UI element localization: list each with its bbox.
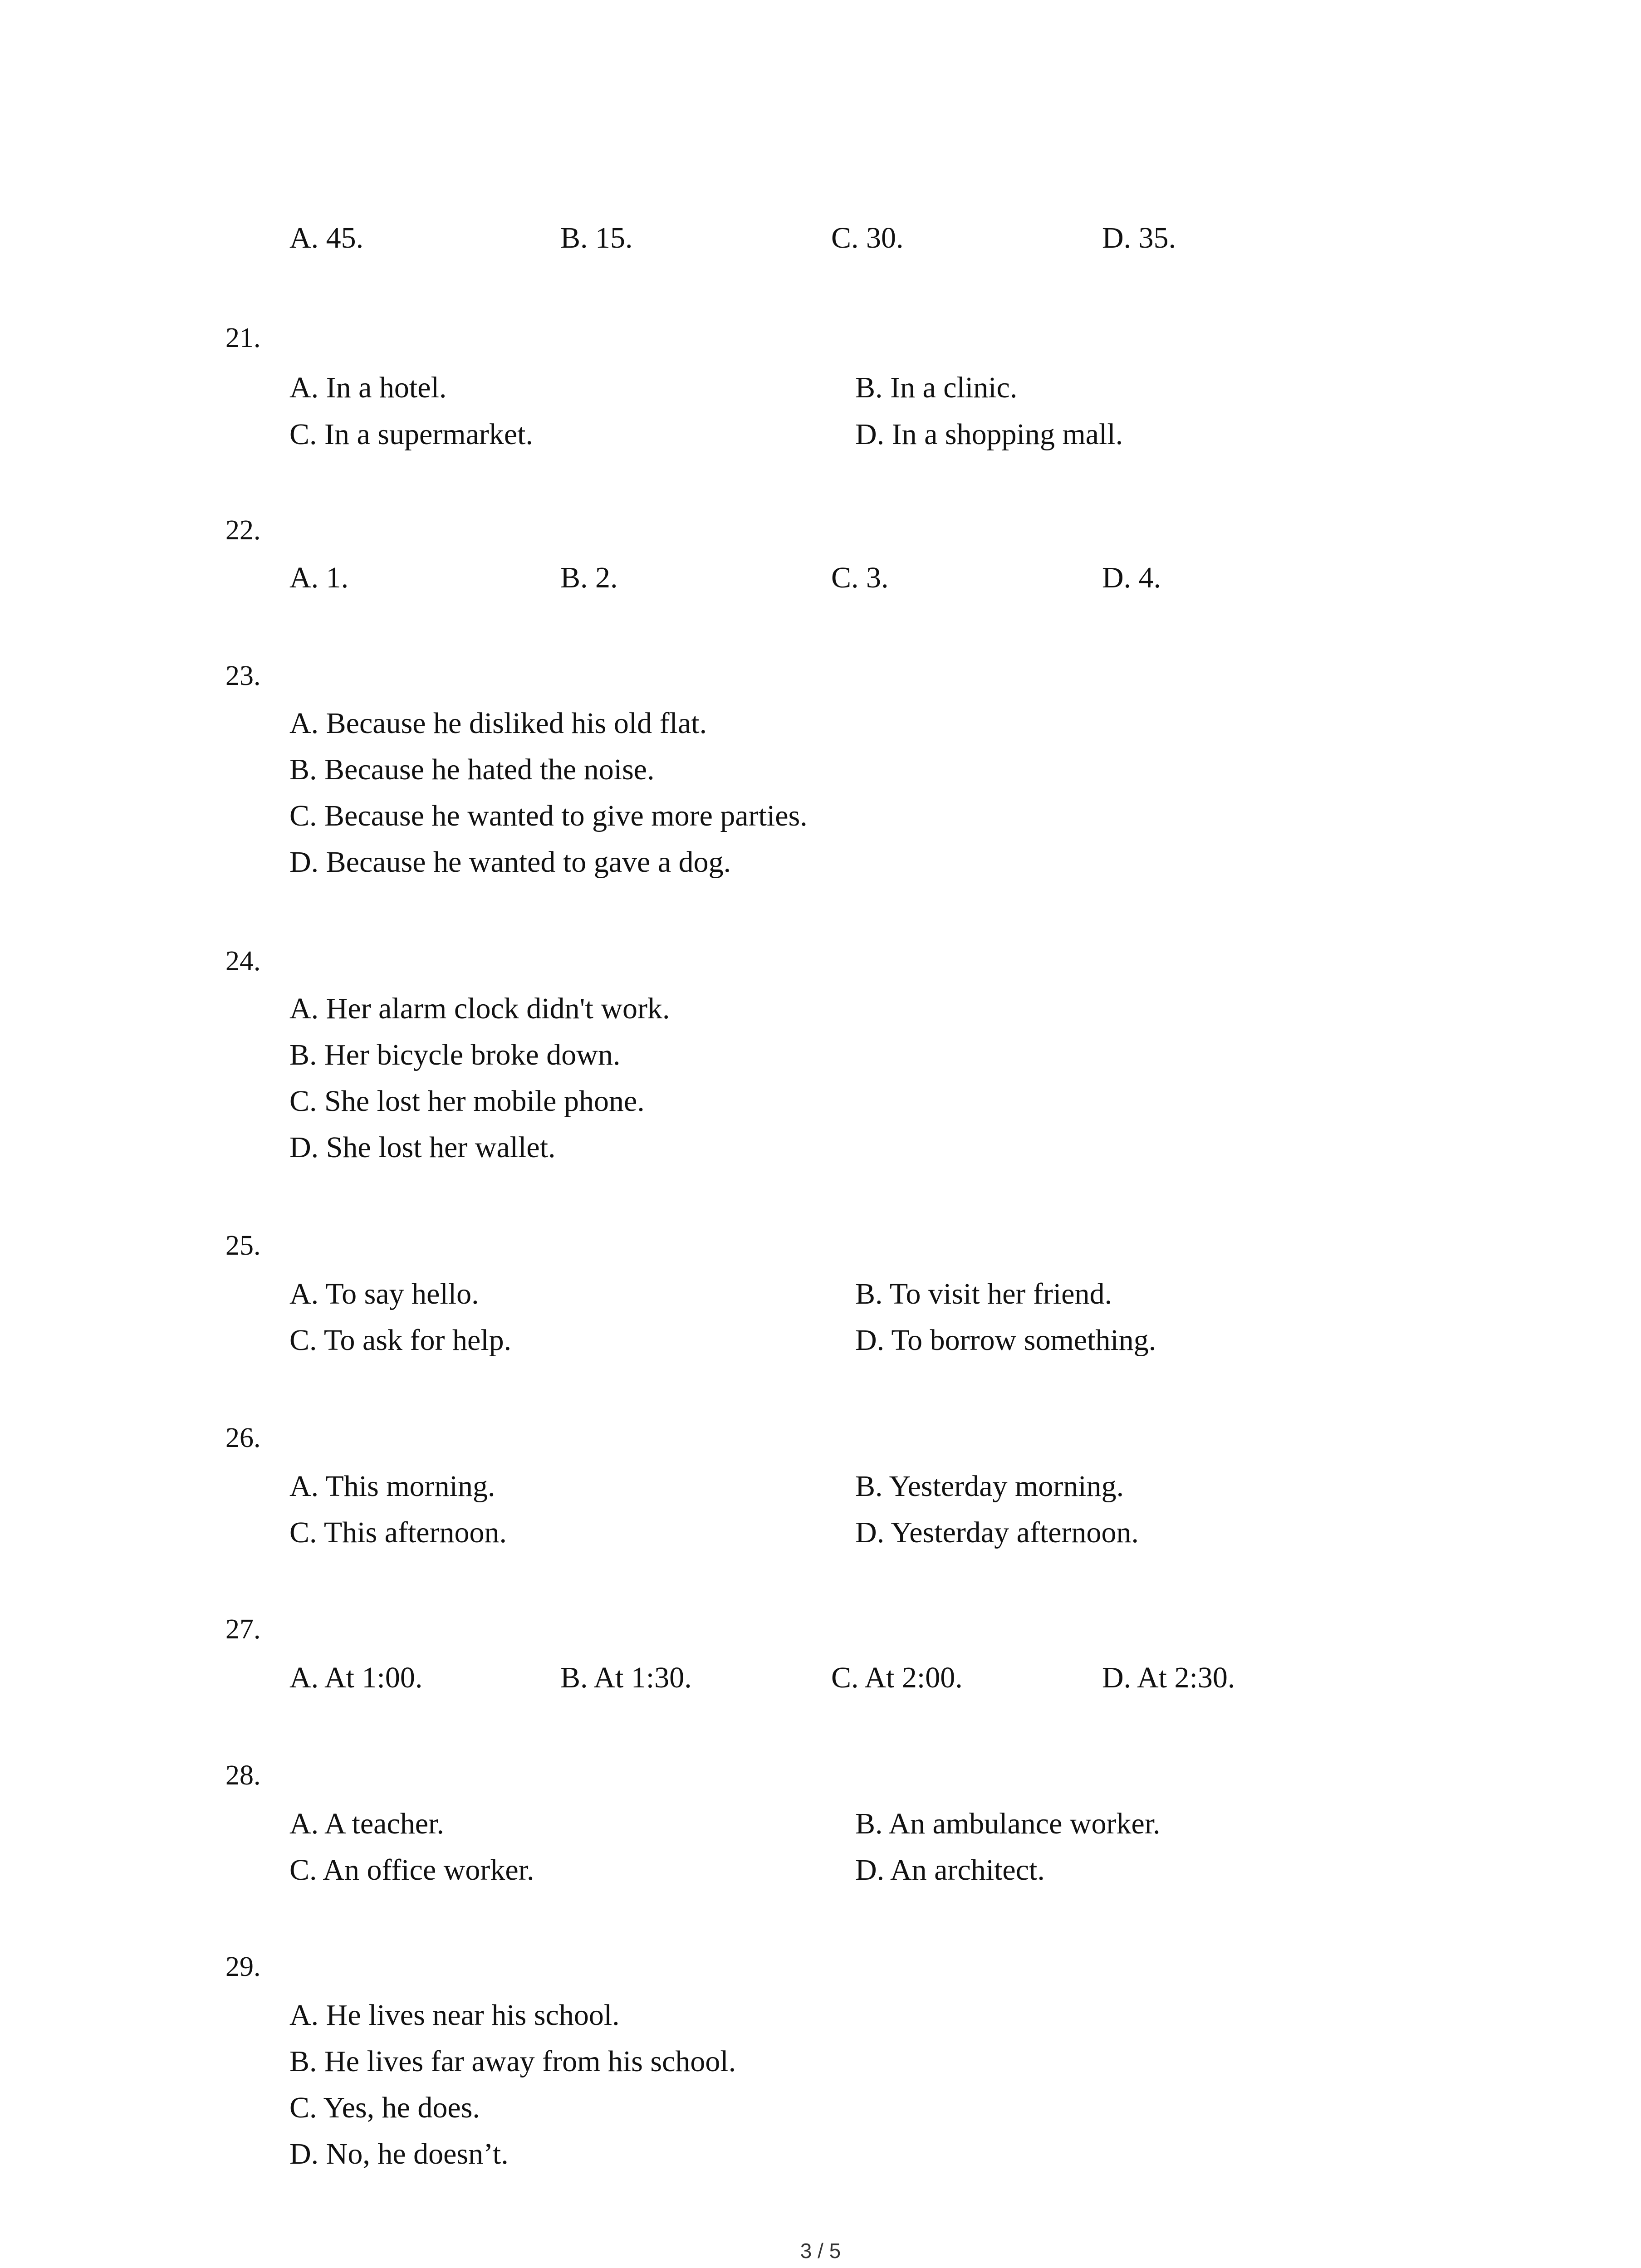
option-row-a bbox=[0, 986, 1641, 1031]
option-row-c bbox=[0, 793, 1641, 839]
option-a: A. 45. bbox=[289, 221, 364, 254]
option-b: B. Her bicycle broke down. bbox=[289, 1038, 621, 1071]
option-row-d bbox=[0, 840, 1641, 885]
option-b: B. He lives far away from his school. bbox=[289, 2045, 736, 2078]
option-c: C. 3. bbox=[831, 561, 889, 594]
option-d: D. An architect. bbox=[855, 1853, 1045, 1887]
question-number: 24. bbox=[225, 946, 261, 977]
option-a: A. In a hotel. bbox=[289, 371, 447, 404]
option-row-b bbox=[0, 1032, 1641, 1078]
option-b: B. To visit her friend. bbox=[855, 1277, 1112, 1310]
option-a: A. A teacher. bbox=[289, 1807, 444, 1840]
option-d: D. Because he wanted to gave a dog. bbox=[289, 846, 731, 879]
option-c: C. 30. bbox=[831, 221, 904, 254]
option-b: B. 15. bbox=[560, 221, 633, 254]
option-row-d bbox=[0, 1125, 1641, 1170]
option-c: C. Because he wanted to give more parties. bbox=[289, 799, 808, 832]
option-a: A. To say hello. bbox=[289, 1277, 479, 1310]
options-row-2 bbox=[0, 412, 1641, 457]
options-row bbox=[0, 1655, 1641, 1701]
option-d: D. At 2:30. bbox=[1102, 1661, 1235, 1694]
option-row-d bbox=[0, 2131, 1641, 2177]
page-indicator: 3 / 5 bbox=[800, 2239, 841, 2263]
question-number: 25. bbox=[225, 1230, 261, 1261]
option-d: D. Yesterday afternoon. bbox=[855, 1516, 1139, 1549]
option-b: B. At 1:30. bbox=[560, 1661, 692, 1694]
option-a: A. At 1:00. bbox=[289, 1661, 423, 1694]
question-number: 21. bbox=[225, 323, 261, 353]
option-b: B. Yesterday morning. bbox=[855, 1470, 1124, 1503]
question-number: 22. bbox=[225, 515, 261, 546]
options-row-1 bbox=[0, 365, 1641, 411]
question-number: 28. bbox=[225, 1760, 261, 1791]
question-number: 26. bbox=[225, 1422, 261, 1453]
option-c: C. An office worker. bbox=[289, 1853, 534, 1887]
question-number: 29. bbox=[225, 1951, 261, 1982]
option-b: B. 2. bbox=[560, 561, 618, 594]
option-c: C. At 2:00. bbox=[831, 1661, 963, 1694]
top-options-row bbox=[0, 215, 1641, 261]
option-c: C. This afternoon. bbox=[289, 1516, 507, 1549]
option-d: D. To borrow something. bbox=[855, 1324, 1156, 1357]
option-row-a bbox=[0, 701, 1641, 746]
option-a: A. 1. bbox=[289, 561, 349, 594]
option-b: B. An ambulance worker. bbox=[855, 1807, 1161, 1840]
option-a: A. Her alarm clock didn't work. bbox=[289, 992, 670, 1025]
option-c: C. Yes, he does. bbox=[289, 2091, 480, 2124]
option-d: D. 35. bbox=[1102, 221, 1176, 254]
question-number: 27. bbox=[225, 1614, 261, 1645]
option-row-c bbox=[0, 2085, 1641, 2131]
option-row-b bbox=[0, 747, 1641, 792]
option-c: C. In a supermarket. bbox=[289, 418, 533, 451]
option-a: A. This morning. bbox=[289, 1470, 495, 1503]
options-row-1 bbox=[0, 1801, 1641, 1847]
options-row-1 bbox=[0, 1464, 1641, 1509]
options-row-2 bbox=[0, 1510, 1641, 1555]
option-row-a bbox=[0, 1993, 1641, 2038]
question-number: 23. bbox=[225, 660, 261, 691]
option-c: C. She lost her mobile phone. bbox=[289, 1085, 645, 1118]
option-a: A. He lives near his school. bbox=[289, 1999, 620, 2032]
option-c: C. To ask for help. bbox=[289, 1324, 512, 1357]
option-d: D. She lost her wallet. bbox=[289, 1131, 556, 1164]
option-b: B. In a clinic. bbox=[855, 371, 1018, 404]
option-b: B. Because he hated the noise. bbox=[289, 753, 655, 786]
options-row-2 bbox=[0, 1318, 1641, 1363]
option-row-c bbox=[0, 1079, 1641, 1124]
option-d: D. 4. bbox=[1102, 561, 1161, 594]
option-a: A. Because he disliked his old flat. bbox=[289, 707, 707, 740]
option-d: D. In a shopping mall. bbox=[855, 418, 1123, 451]
options-row-1 bbox=[0, 1271, 1641, 1317]
option-d: D. No, he doesn’t. bbox=[289, 2137, 509, 2170]
options-row bbox=[0, 555, 1641, 601]
option-row-b bbox=[0, 2039, 1641, 2084]
options-row-2 bbox=[0, 1848, 1641, 1893]
